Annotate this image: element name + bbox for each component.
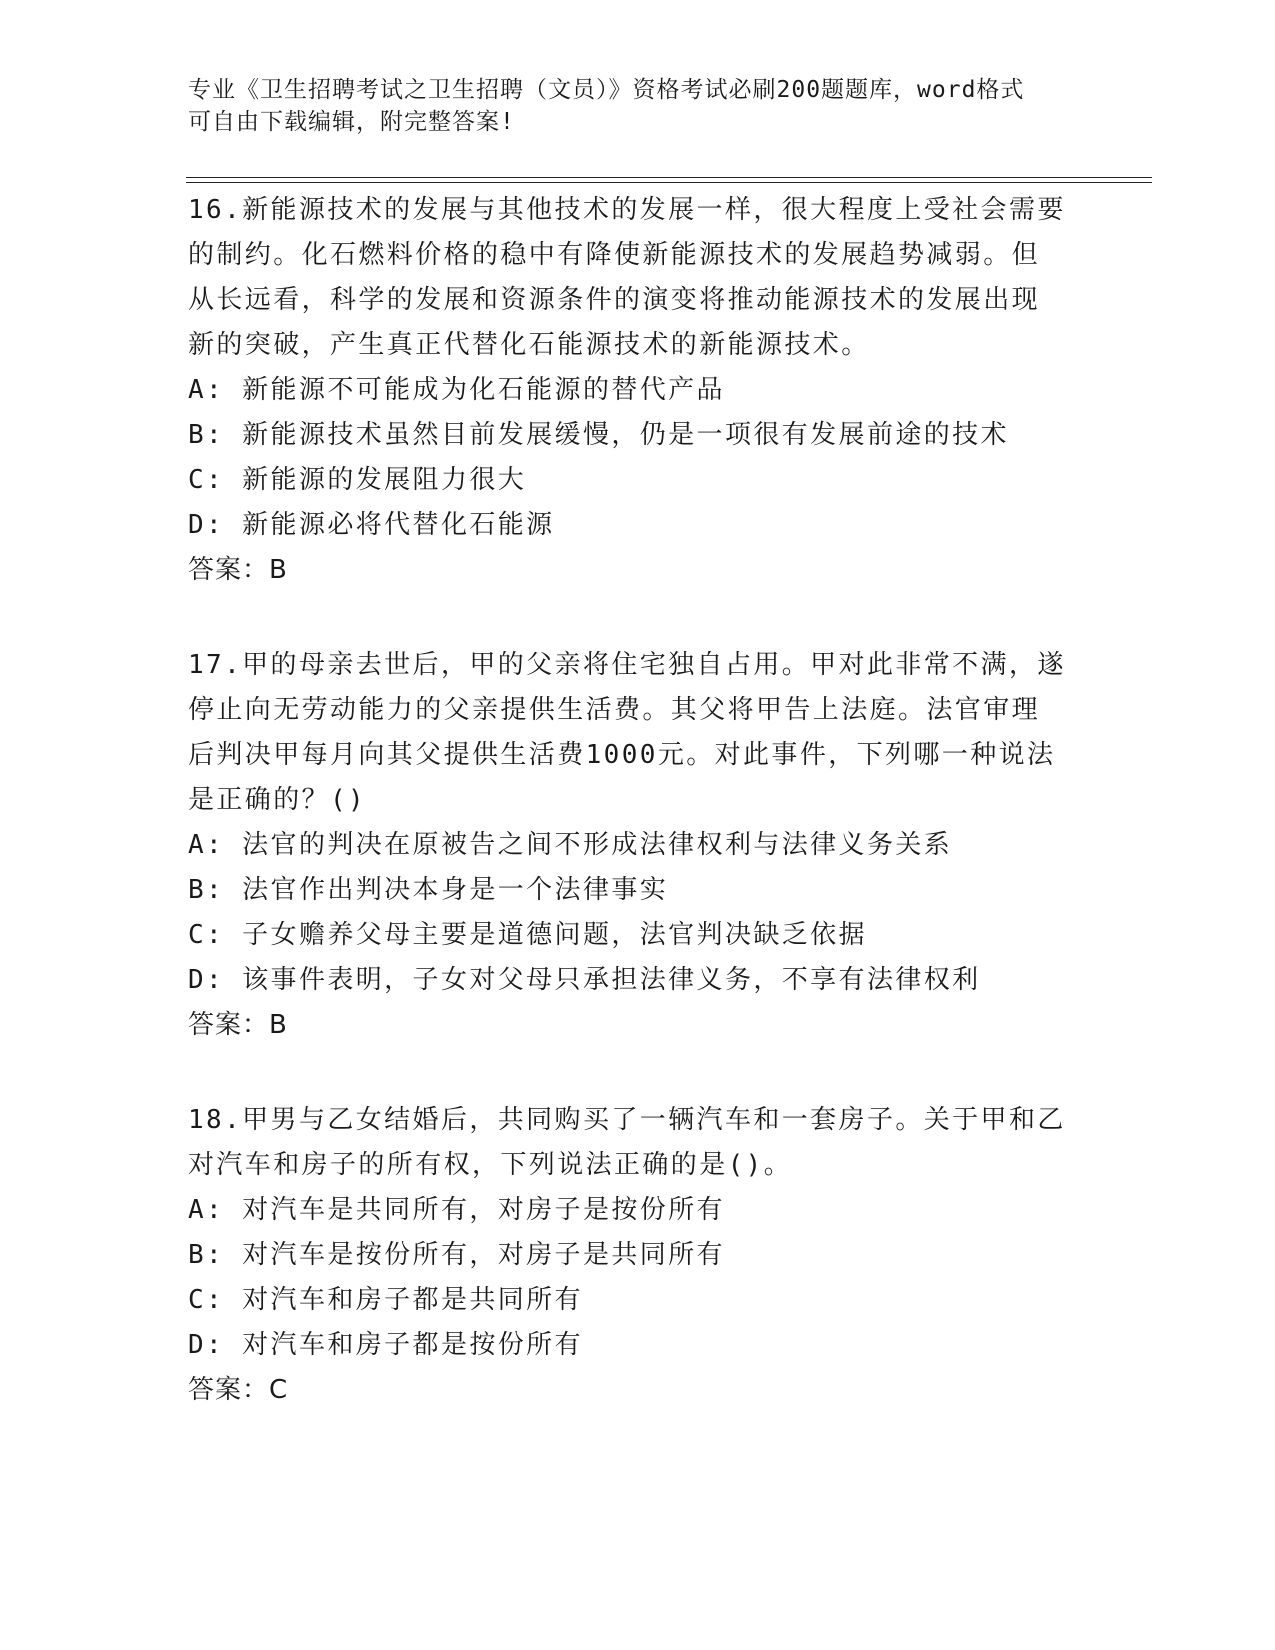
question-stem-line: 从长远看，科学的发展和资源条件的演变将推动能源技术的发展出现 xyxy=(188,285,1041,315)
answer-line: 答案：B xyxy=(188,1010,288,1040)
header-line-2: 可自由下载编辑，附完整答案! xyxy=(188,109,515,135)
document-header xyxy=(188,74,1068,138)
question-stem-line: 停止向无劳动能力的父亲提供生活费。其父将甲告上法庭。法官审理 xyxy=(188,695,1041,725)
option-d: D: 该事件表明，子女对父母只承担法律义务，不享有法律权利 xyxy=(188,965,981,995)
question-stem-line: 的制约。化石燃料价格的稳中有降使新能源技术的发展趋势减弱。但 xyxy=(188,240,1041,270)
header-divider-top xyxy=(186,177,1152,178)
option-d: D: 新能源必将代替化石能源 xyxy=(188,510,555,540)
option-c: C: 对汽车和房子都是共同所有 xyxy=(188,1285,583,1315)
question-stem-line: 对汽车和房子的所有权，下列说法正确的是()。 xyxy=(188,1150,793,1180)
question-stem-line: 17.甲的母亲去世后，甲的父亲将住宅独自占用。甲对此非常不满，遂 xyxy=(188,650,1066,680)
question-17 xyxy=(188,643,1078,1048)
question-stem-line: 新的突破，产生真正代替化石能源技术的新能源技术。 xyxy=(188,330,870,360)
option-b: B: 法官作出判决本身是一个法律事实 xyxy=(188,875,669,905)
option-c: C: 新能源的发展阻力很大 xyxy=(188,465,527,495)
option-d: D: 对汽车和房子都是按份所有 xyxy=(188,1330,583,1360)
option-a: A: 对汽车是共同所有，对房子是按份所有 xyxy=(188,1195,725,1225)
question-stem-line: 后判决甲每月向其父提供生活费1000元。对此事件，下列哪一种说法 xyxy=(188,740,1056,770)
option-a: A: 法官的判决在原被告之间不形成法律权利与法律义务关系 xyxy=(188,830,953,860)
question-stem-line: 18.甲男与乙女结婚后，共同购买了一辆汽车和一套房子。关于甲和乙 xyxy=(188,1105,1066,1135)
answer-line: 答案：B xyxy=(188,555,288,585)
answer-line: 答案：C xyxy=(188,1375,289,1405)
option-c: C: 子女赡养父母主要是道德问题，法官判决缺乏依据 xyxy=(188,920,867,950)
option-b: B: 对汽车是按份所有，对房子是共同所有 xyxy=(188,1240,725,1270)
question-18 xyxy=(188,1098,1078,1413)
question-stem-line: 是正确的？() xyxy=(188,785,367,815)
header-line-1: 专业《卫生招聘考试之卫生招聘（文员）》资格考试必刷200题题库，word格式 xyxy=(188,77,1025,103)
option-b: B: 新能源技术虽然目前发展缓慢，仍是一项很有发展前途的技术 xyxy=(188,420,1009,450)
question-stem-line: 16.新能源技术的发展与其他技术的发展一样，很大程度上受社会需要 xyxy=(188,195,1066,225)
header-divider-bottom xyxy=(186,182,1152,183)
question-16 xyxy=(188,188,1078,593)
option-a: A: 新能源不可能成为化石能源的替代产品 xyxy=(188,375,725,405)
